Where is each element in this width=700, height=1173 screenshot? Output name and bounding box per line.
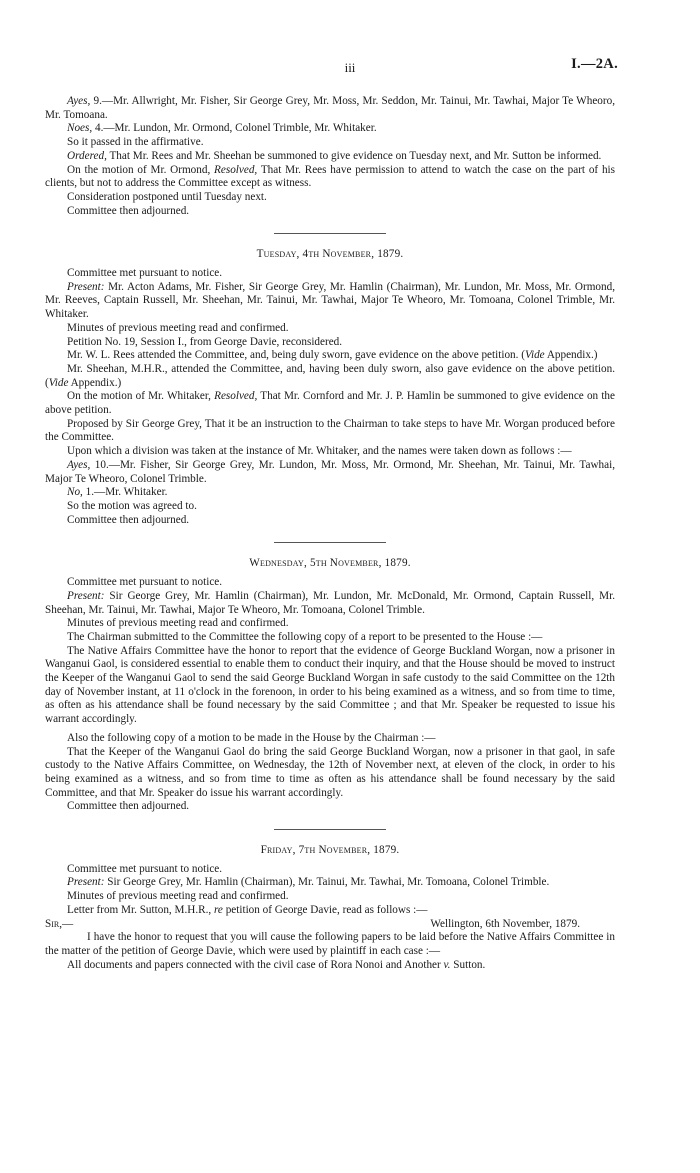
paragraph-lead-text: On the motion of Mr. Ormond, (67, 163, 215, 176)
paragraph-lead-text: All documents and papers connected with the civil case of Rora Nonoi and Another (67, 958, 444, 971)
paragraph-text: 1.—Mr. Whitaker. (82, 486, 168, 499)
paragraph-text: Committee then adjourned. (67, 204, 190, 217)
paragraph-text: Minutes of previous meeting read and confirmed. (67, 321, 289, 334)
italic-term: re (213, 903, 223, 916)
paragraph-text: That the Keeper of the Wanganui Gaol do bring the said George Buckland Worgan, now a prisoner in that gaol, in safe custody to the Native Affairs Committee, on Wednesday, the 12th of November next, at eleven of the clock, in order to his being examined as a witness, and so from time to time as often as his attendance shall be found necessary by the said Committee, and that Mr. Speaker do issue his warrant accordingly. (45, 745, 615, 799)
paragraph-text: The Native Affairs Committee have the honor to report that the evidence of George Buckland Worgan, now a prisoner in Wanganui Gaol, is considered essential to enable them to conduct their inquiry, and that the House should be moved to instruct the Keeper of the Wanganui Gaol to send the said George Buckland Worgan in safe custody to the said Committee on the 12th day of November instant, at 11 o'clock in the forenoon, in order to his being examined as a witness, and so from time to time, as often as his attendance shall be found necessary by the said Committee ; and that Mr. Speaker be requested to issue his warrant accordingly. (45, 644, 615, 726)
paragraph-text: So the motion was agreed to. (67, 499, 197, 512)
paragraph-text: Upon which a division was taken at the instance of Mr. Whitaker, and the names were taken down as follows :— (67, 445, 572, 458)
italic-term: Vide (524, 349, 545, 362)
meeting-date-heading (45, 248, 615, 262)
italic-term: Resolved, (214, 390, 258, 403)
minutes-paragraph (45, 617, 615, 631)
paragraph-text: That Mr. Rees have permission to attend to watch the case on the part of his clients, but not to address the Committee except as witness. (45, 163, 616, 190)
paragraph-lead-text: On the motion of Mr. Whitaker, (67, 390, 215, 403)
minutes-paragraph (45, 904, 615, 918)
paragraph-text: 4.—Mr. Lundon, Mr. Ormond, Colonel Trimble, Mr. Whitaker. (92, 122, 377, 135)
paragraph-text: Committee met pursuant to notice. (67, 576, 223, 589)
paragraph-text: petition of George Davie, read as follows :— (222, 903, 428, 916)
minutes-paragraph (45, 205, 615, 219)
italic-term: Ayes, (67, 95, 91, 107)
italic-term: Present: (67, 280, 105, 293)
letter-salutation: Sir,— (45, 917, 74, 930)
italic-term: No, (67, 486, 83, 499)
section-divider (274, 542, 386, 543)
italic-term: Noes, (67, 122, 93, 135)
minutes-paragraph (45, 349, 615, 363)
minutes-paragraph (45, 459, 615, 486)
minutes-paragraph (45, 418, 615, 445)
minutes-paragraph (45, 136, 615, 150)
paragraph-text: 10.—Mr. Fisher, Sir George Grey, Mr. Lundon, Mr. Moss, Mr. Ormond, Mr. Sheehan, Mr. Tainui, Mr. Tawhai, Major Te Wheoro, Colonel Trimble. (45, 458, 615, 485)
minutes-paragraph (45, 445, 615, 459)
paragraph-text: So it passed in the affirmative. (67, 136, 204, 149)
minutes-paragraph (45, 95, 615, 122)
minutes-paragraph (45, 500, 615, 514)
paragraph-text: Petition No. 19, Session I., from George Davie, reconsidered. (67, 335, 343, 348)
italic-term: Vide (48, 376, 69, 389)
meeting-date-text: Friday, 7th November, (260, 844, 371, 857)
minutes-paragraph (45, 590, 615, 617)
minutes-paragraph (45, 631, 615, 645)
meeting-date-text: Wednesday, 5th November, (249, 557, 382, 570)
minutes-paragraph (45, 931, 615, 958)
meeting-date-heading (45, 844, 615, 858)
paragraph-text: Sir George Grey, Mr. Hamlin (Chairman), Mr. Tainui, Mr. Tawhai, Mr. Tomoana, Colonel Trimble. (104, 876, 550, 889)
section-divider (274, 829, 386, 830)
minutes-paragraph (45, 576, 615, 590)
paragraph-text: Mr. W. L. Rees attended the Committee, and, being duly sworn, gave evidence on the above petition. ( (67, 349, 525, 362)
paragraph-text: Mr. Sheehan, M.H.R., attended the Committee, and, having been duly sworn, also gave evidence on the above petition. ( (45, 362, 615, 389)
minutes-paragraph (45, 336, 615, 350)
paragraph-text: Proposed by Sir George Grey, That it be an instruction to the Chairman to take steps to have Mr. Worgan produced before the Committee. (45, 417, 615, 444)
paragraph-text: Minutes of previous meeting read and confirmed. (67, 617, 289, 630)
minutes-body (45, 95, 615, 972)
paragraph-text: Committee met pursuant to notice. (67, 267, 223, 280)
meeting-date-text: Tuesday, 4th November, (256, 248, 375, 261)
paragraph-text: Also the following copy of a motion to be made in the House by the Chairman :— (67, 731, 436, 744)
page-number: iii (344, 60, 356, 75)
minutes-paragraph (45, 363, 615, 390)
paragraph-text: Mr. Acton Adams, Mr. Fisher, Sir George Grey, Mr. Hamlin (Chairman), Mr. Lundon, Mr. Moss, Mr. Ormond, Mr. Reeves, Captain Russell, Mr. Sheehan, Mr. Tainui, Mr. Tawhai, Major Te Wheoro, Mr. Tomoana, Colonel Trimble, Mr. Whitaker. (45, 280, 615, 321)
paragraph-tail-text: Appendix.) (68, 376, 122, 389)
minutes-paragraph (45, 267, 615, 281)
paragraph-text: That Mr. Rees and Mr. Sheehan be summoned to give evidence on Tuesday next, and Mr. Sutton be informed. (106, 149, 602, 162)
italic-term: Present: (67, 589, 105, 602)
document-reference: I.—2A. (571, 56, 618, 72)
minutes-paragraph (45, 191, 615, 205)
paragraph-text: The Chairman submitted to the Committee the following copy of a report to be presented to the House :— (67, 630, 543, 643)
italic-term: Ayes, (67, 458, 91, 471)
italic-term: v. (443, 958, 451, 971)
meeting-date-heading (45, 557, 615, 571)
minutes-paragraph (45, 486, 615, 500)
minutes-paragraph (45, 645, 615, 727)
minutes-paragraph (45, 322, 615, 336)
paragraph-text: Committee then adjourned. (67, 800, 190, 813)
meeting-year: 1879. (370, 844, 400, 857)
letter-heading (45, 918, 615, 932)
italic-term: Ordered, (67, 149, 107, 162)
minutes-paragraph (45, 863, 615, 877)
minutes-paragraph (45, 164, 615, 191)
paragraph-text: 9.—Mr. Allwright, Mr. Fisher, Sir George Grey, Mr. Moss, Mr. Seddon, Mr. Tainui, Mr. Tawhai, Major Te Wheoro, Mr. Tomoana. (45, 95, 615, 121)
minutes-paragraph (45, 281, 615, 322)
minutes-paragraph (45, 122, 615, 136)
minutes-paragraph (45, 514, 615, 528)
meeting-year: 1879. (374, 248, 404, 261)
italic-term: Present: (67, 876, 105, 889)
section-divider (274, 233, 386, 234)
minutes-paragraph (45, 800, 615, 814)
paragraph-text: That Mr. Cornford and Mr. J. P. Hamlin be summoned to give evidence on the above petition. (45, 390, 615, 417)
meeting-year: 1879. (381, 557, 411, 570)
italic-term: Resolved, (214, 163, 258, 176)
minutes-paragraph (45, 732, 615, 746)
paragraph-tail-text: Appendix.) (544, 349, 598, 362)
paragraph-text: Sutton. (450, 958, 486, 971)
minutes-paragraph (45, 959, 615, 973)
minutes-paragraph (45, 150, 615, 164)
paragraph-text: Committee met pursuant to notice. (67, 862, 223, 875)
letter-dateline: Wellington, 6th November, 1879. (430, 917, 580, 930)
minutes-paragraph (45, 390, 615, 417)
paragraph-lead-text: Letter from Mr. Sutton, M.H.R., (67, 903, 214, 916)
paragraph-text: Sir George Grey, Mr. Hamlin (Chairman), Mr. Lundon, Mr. McDonald, Mr. Ormond, Captain Russell, Mr. Sheehan, Mr. Tainui, Mr. Tawhai, Major Te Wheoro, Mr. Tomoana, Colonel Trimble. (45, 589, 615, 616)
paragraph-text: Minutes of previous meeting read and confirmed. (67, 890, 289, 903)
paragraph-text: Consideration postponed until Tuesday next. (67, 190, 267, 203)
minutes-paragraph (45, 746, 615, 801)
paragraph-text: Committee then adjourned. (67, 513, 190, 526)
paragraph-text: I have the honor to request that you will cause the following papers to be laid before the Native Affairs Committee in the matter of the petition of George Davie, which were used by plaintiff in each case :— (45, 931, 615, 957)
minutes-paragraph (45, 876, 615, 890)
minutes-paragraph (45, 890, 615, 904)
